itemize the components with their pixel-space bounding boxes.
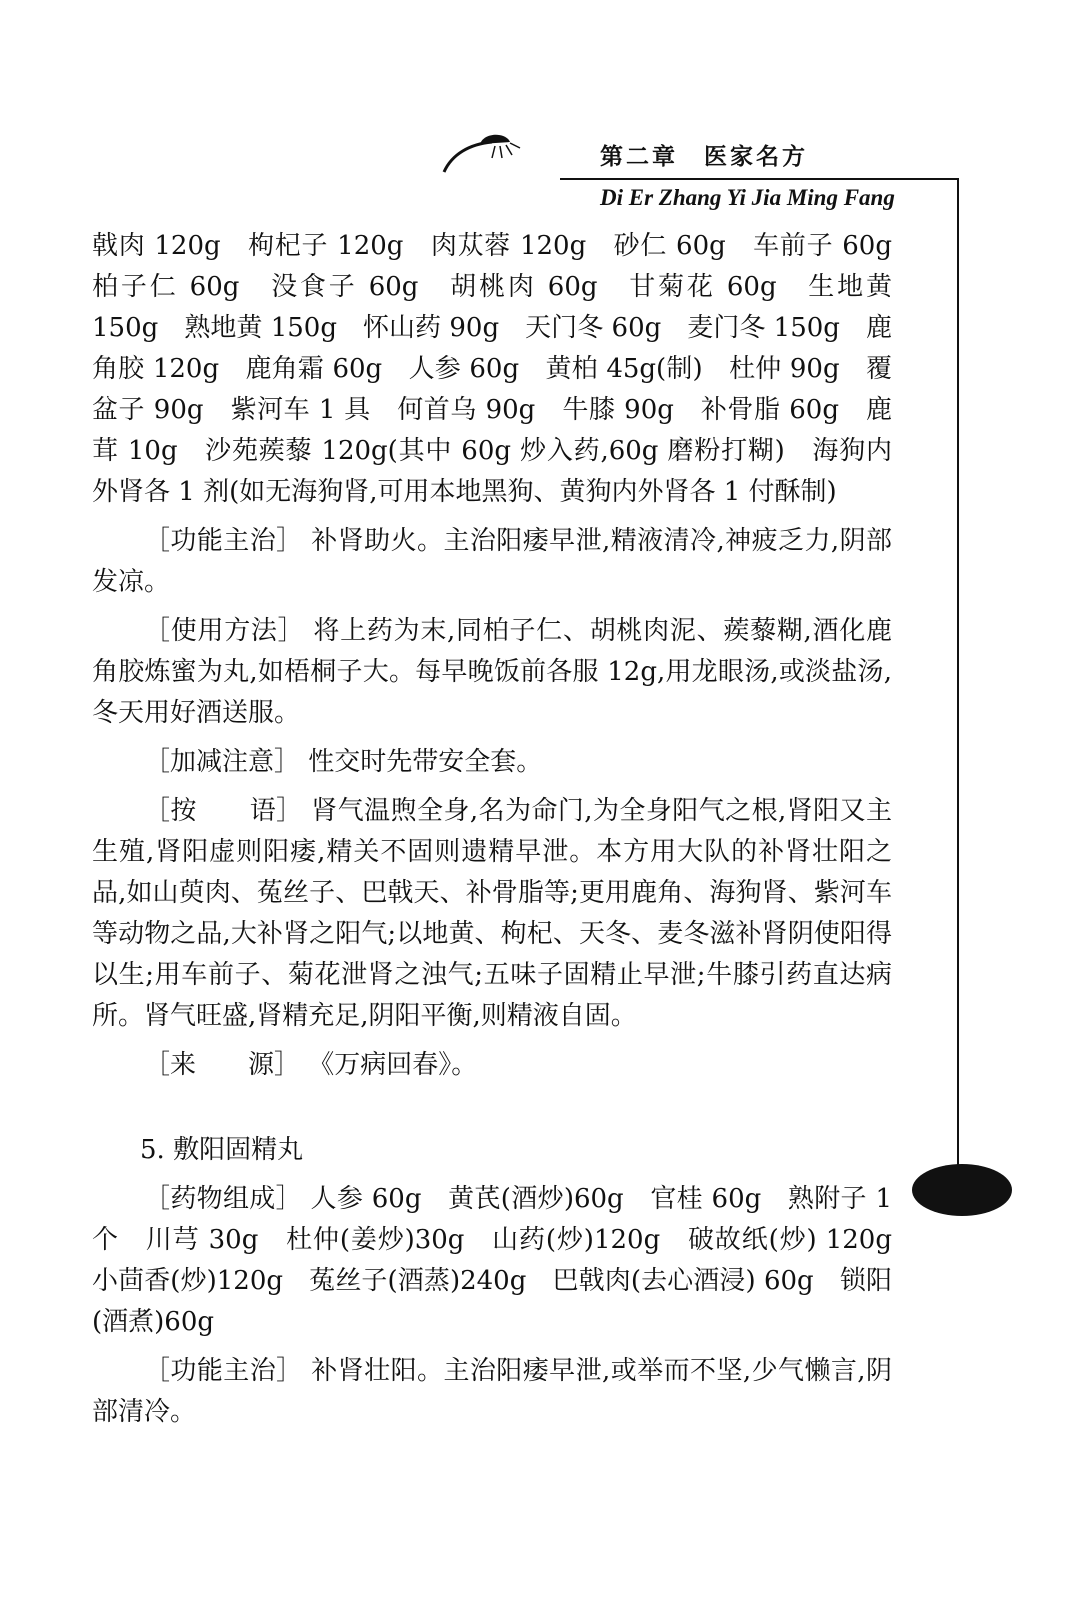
section-label: ［功能主治］ bbox=[144, 526, 303, 556]
paragraph-usage bbox=[92, 611, 892, 734]
paragraph-commentary bbox=[92, 791, 892, 1037]
section-label: ［按 语］ bbox=[144, 796, 303, 826]
paragraph-text: 《万病回春》。 bbox=[308, 1050, 478, 1080]
header-rule bbox=[560, 178, 958, 180]
ingredient-list bbox=[92, 226, 919, 513]
page-tab-marker bbox=[912, 1164, 1012, 1216]
chapter-pinyin: Di Er Zhang Yi Jia Ming Fang bbox=[600, 185, 895, 210]
paragraph-function-2 bbox=[92, 1351, 892, 1433]
paragraph-source bbox=[92, 1045, 892, 1086]
paragraph-text: 将上药为末,同柏子仁、胡桃肉泥、蒺藜糊,酒化鹿角胶炼蜜为丸,如梧桐子大。每早晚饭前各服 12g,用龙眼汤,或淡盐汤,冬天用好酒送服。 bbox=[92, 616, 892, 728]
paragraph-notes bbox=[92, 742, 892, 783]
paragraph-text: 性交时先带安全套。 bbox=[308, 747, 543, 777]
formula-heading: 5. 敷阳固精丸 bbox=[140, 1135, 304, 1165]
margin-rule bbox=[957, 178, 959, 1188]
body-text bbox=[92, 226, 919, 1433]
section-label: ［来 源］ bbox=[144, 1050, 301, 1080]
section-label: ［药物组成］ bbox=[144, 1184, 302, 1214]
paragraph-text: 人参 60g 黄芪(酒炒)60g 官桂 60g 熟附子 1 个 川芎 30g 杜仲(姜炒)30g 山药(炒)120g 破故纸(炒) 120g 小茴香(炒)120g 菟丝子(酒蒸)240g 巴戟肉(去心酒浸) 60g 锁阳(酒煮)60g bbox=[92, 1184, 919, 1337]
paragraph-composition bbox=[92, 1179, 919, 1343]
paragraph-text: 补肾助火。主治阳痿早泄,精液清冷,神疲乏力,阴部发凉。 bbox=[92, 526, 892, 597]
section-label: ［使用方法］ bbox=[144, 616, 305, 646]
section-label: ［加减注意］ bbox=[144, 747, 301, 777]
lamp-ornament-icon bbox=[440, 128, 540, 178]
paragraph-text: 肾气温煦全身,名为命门,为全身阳气之根,肾阳又主生殖,肾阳虚则阳痿,精关不固则遗精早泄。本方用大队的补肾壮阳之品,如山萸肉、菟丝子、巴戟天、补骨脂等;更用鹿角、海狗肾、紫河车等动物之品,大补肾之阳气;以地黄、枸杞、天冬、麦冬滋补肾阴使阳得以生;用车前子、菊花泄肾之浊气;五味子固精止早泄;牛膝引药直达病所。肾气旺盛,肾精充足,阴阳平衡,则精液自固。 bbox=[92, 796, 892, 1031]
section-label: ［功能主治］ bbox=[144, 1356, 303, 1386]
chapter-title: 第二章 医家名方 bbox=[600, 143, 808, 170]
paragraph-text: 戟肉 120g 枸杞子 120g 肉苁蓉 120g 砂仁 60g 车前子 60g 柏子仁 60g 没食子 60g 胡桃肉 60g 甘菊花 60g 生地黄 150g 熟地黄 150g 怀山药 90g 天门冬 60g 麦门冬 150g 鹿角胶 120g 鹿角霜 60g 人参 60g 黄柏 45g(制) 杜仲 90g 覆盆子 90g 紫河车 1 具 何首乌 90g 牛膝 90g 补骨脂 60g 鹿茸 10g 沙苑蒺藜 120g(其中 60g 炒入药,60g 磨粉打糊) 海狗内外肾各 1 剂(如无海狗肾,可用本地黑狗、黄狗内外肾各 1 付酥制) bbox=[92, 231, 919, 507]
paragraph-text: 补肾壮阳。主治阳痿早泄,或举而不坚,少气懒言,阴部清冷。 bbox=[92, 1356, 892, 1427]
paragraph-function bbox=[92, 521, 892, 603]
